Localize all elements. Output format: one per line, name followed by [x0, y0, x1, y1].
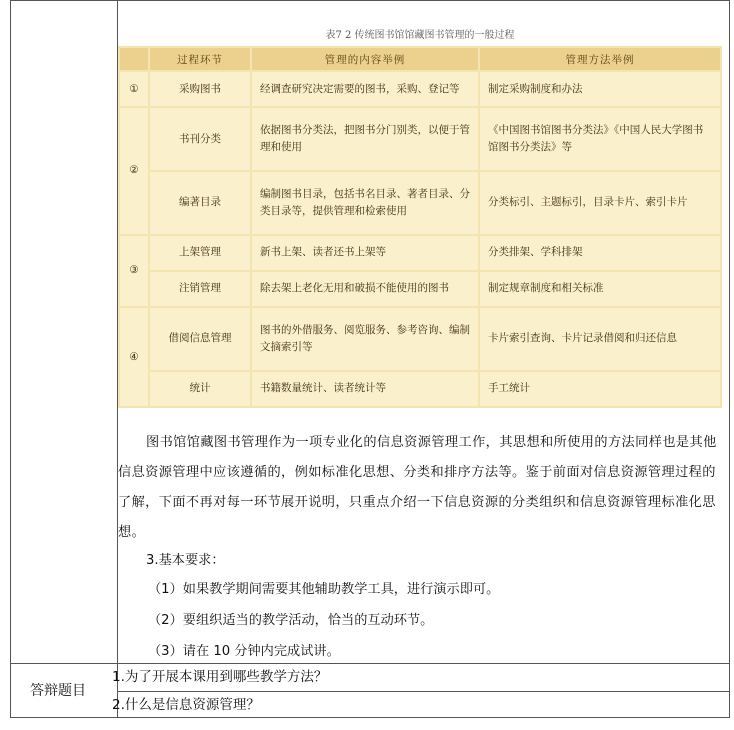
header-content: 管理的内容举例: [252, 48, 478, 70]
method-cell: 制定规章制度和相关标准: [480, 272, 720, 306]
table-row: [120, 108, 720, 170]
list-item: （2）要组织适当的教学活动，恰当的互动环节。: [148, 613, 434, 628]
content-cell: 编制图书目录，包括书名目录、著者目录、分类目录等，提供管理和检索使用: [252, 172, 478, 234]
table-row: [120, 236, 720, 270]
method-cell: 手工统计: [480, 372, 720, 406]
header-method: 管理方法举例: [480, 48, 720, 70]
requirements-title: 3.基本要求：: [146, 553, 225, 568]
defense-label: 答辩题目: [30, 683, 86, 699]
content-cell: 除去架上老化无用和破损不能使用的图书: [252, 272, 478, 306]
process-table: [118, 46, 722, 408]
header-step: 过程环节: [150, 48, 250, 70]
figure-caption: 表7 2 传统图书馆馆藏图书管理的一般过程: [325, 30, 515, 41]
method-cell: 卡片索引查询、卡片记录借阅和归还信息: [480, 308, 720, 370]
content-cell: 依据图书分类法，把图书分门别类，以便于管理和使用: [252, 108, 478, 170]
step-cell: 上架管理: [150, 236, 250, 270]
method-cell: 《中国图书馆图书分类法》《中国人民大学图书馆图书分类法》等: [480, 108, 720, 170]
content-cell: 图书的外借服务、阅览服务、参考咨询、编制文摘索引等: [252, 308, 478, 370]
method-cell: 分类标引、主题标引，目录卡片、索引卡片: [480, 172, 720, 234]
step-cell: 采购图书: [150, 72, 250, 106]
content-cell: 新书上架、读者还书上架等: [252, 236, 478, 270]
content-cell: 经调查研究决定需要的图书，采购、登记等: [252, 72, 478, 106]
step-cell: 编著目录: [150, 172, 250, 234]
step-cell: 书刊分类: [150, 108, 250, 170]
group-number: ①: [120, 72, 148, 106]
table-row: [120, 72, 720, 106]
table-row: [120, 372, 720, 406]
group-number: ②: [120, 108, 148, 234]
table-header-row: [120, 48, 720, 70]
table-row: [120, 272, 720, 306]
list-item: （3）请在 10 分钟内完成试讲。: [148, 644, 340, 659]
header-num: [120, 48, 148, 70]
table-row: [120, 308, 720, 370]
step-cell: 注销管理: [150, 272, 250, 306]
step-cell: 借阅信息管理: [150, 308, 250, 370]
list-item: （1）如果教学期间需要其他辅助教学工具，进行演示即可。: [148, 582, 500, 597]
method-cell: 制定采购制度和办法: [480, 72, 720, 106]
table-row: [120, 172, 720, 234]
defense-question: 2.什么是信息资源管理？: [112, 697, 260, 713]
requirements-list: [148, 574, 499, 667]
defense-question: 1.为了开展本课用到哪些教学方法？: [112, 669, 328, 685]
content-cell: 书籍数量统计、读者统计等: [252, 372, 478, 406]
body-paragraph: 图书馆馆藏图书管理作为一项专业化的信息资源管理工作，其思想和所使用的方法同样也是其他信息资源管理中应该遵循的，例如标准化思想、分类和排序方法等。鉴于前面对信息资源管理过程的了解，下面不再对每一环节展开说明，只重点介绍一下信息资源的分类组织和信息资源管理标准化思想。: [118, 435, 717, 540]
group-number: ④: [120, 308, 148, 406]
group-number: ③: [120, 236, 148, 306]
step-cell: 统计: [150, 372, 250, 406]
process-figure: [118, 22, 722, 408]
method-cell: 分类排架、学科排架: [480, 236, 720, 270]
